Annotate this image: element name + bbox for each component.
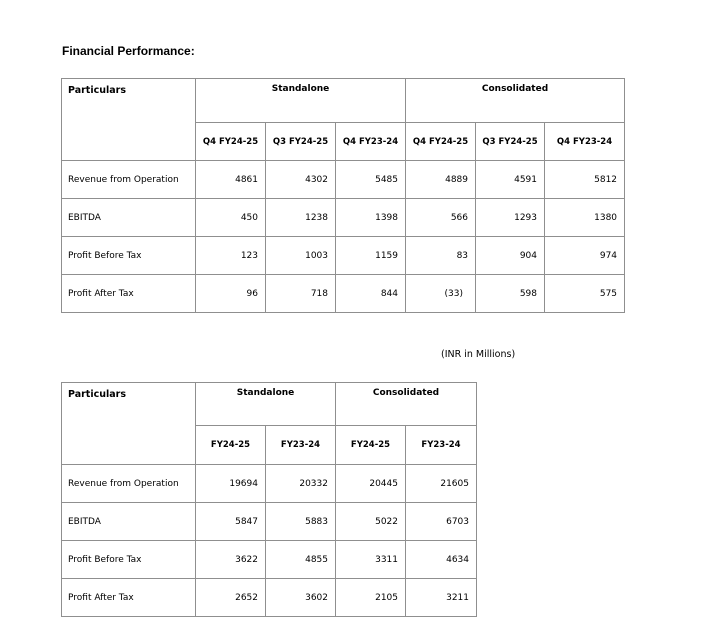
table-cell: 3622 [196, 541, 266, 579]
table-cell: 6703 [406, 503, 477, 541]
table-cell: 904 [476, 237, 545, 275]
column-header: Q3 FY24-25 [266, 123, 336, 161]
column-header: FY24-25 [336, 426, 406, 465]
table-row [62, 275, 625, 313]
table-cell: 5485 [336, 161, 406, 199]
row-label: EBITDA [62, 199, 196, 237]
table-cell: 1380 [545, 199, 625, 237]
table-row [62, 541, 477, 579]
table-cell: 1238 [266, 199, 336, 237]
table-cell: 19694 [196, 465, 266, 503]
table-cell: 1398 [336, 199, 406, 237]
table-cell: 4302 [266, 161, 336, 199]
table-cell: 3211 [406, 579, 477, 617]
group-header-consolidated: Consolidated [336, 383, 477, 426]
table-cell: 4591 [476, 161, 545, 199]
table-cell: 96 [196, 275, 266, 313]
table-cell: 3602 [266, 579, 336, 617]
table-cell: 1293 [476, 199, 545, 237]
table-row [62, 579, 477, 617]
table-cell: 2652 [196, 579, 266, 617]
quarterly-performance-table [61, 78, 625, 313]
row-label: Profit After Tax [62, 275, 196, 313]
column-header: Q4 FY24-25 [406, 123, 476, 161]
particulars-header: Particulars [62, 383, 196, 465]
annual-performance-table [61, 382, 477, 617]
table-cell: 5812 [545, 161, 625, 199]
table-cell: 450 [196, 199, 266, 237]
row-label: Revenue from Operation [62, 465, 196, 503]
column-header: FY24-25 [196, 426, 266, 465]
table-cell: (33) [406, 275, 476, 313]
units-note: (INR in Millions) [441, 349, 516, 360]
table-row [62, 503, 477, 541]
table-cell: 5847 [196, 503, 266, 541]
table-cell: 4855 [266, 541, 336, 579]
table-cell: 123 [196, 237, 266, 275]
table-cell: 5883 [266, 503, 336, 541]
table-row [62, 161, 625, 199]
row-label: EBITDA [62, 503, 196, 541]
column-header: Q4 FY23-24 [545, 123, 625, 161]
table-cell: 566 [406, 199, 476, 237]
column-header: Q3 FY24-25 [476, 123, 545, 161]
table-cell: 2105 [336, 579, 406, 617]
column-header: Q4 FY23-24 [336, 123, 406, 161]
table-row [62, 199, 625, 237]
table-cell: 5022 [336, 503, 406, 541]
table-cell: 4889 [406, 161, 476, 199]
table-cell: 4861 [196, 161, 266, 199]
row-label: Profit Before Tax [62, 237, 196, 275]
row-label: Profit After Tax [62, 579, 196, 617]
group-header-standalone: Standalone [196, 383, 336, 426]
table-cell: 83 [406, 237, 476, 275]
table-cell: 1003 [266, 237, 336, 275]
group-header-consolidated: Consolidated [406, 79, 625, 123]
row-label: Revenue from Operation [62, 161, 196, 199]
table-cell: 21605 [406, 465, 477, 503]
table-cell: 718 [266, 275, 336, 313]
column-header: FY23-24 [406, 426, 477, 465]
particulars-header: Particulars [62, 79, 196, 161]
page-heading: Financial Performance: [62, 44, 195, 58]
table-cell: 598 [476, 275, 545, 313]
table-cell: 974 [545, 237, 625, 275]
column-header: Q4 FY24-25 [196, 123, 266, 161]
table-row [62, 465, 477, 503]
table-cell: 844 [336, 275, 406, 313]
table-cell: 20332 [266, 465, 336, 503]
table-row [62, 237, 625, 275]
table-cell: 3311 [336, 541, 406, 579]
table-cell: 575 [545, 275, 625, 313]
table-cell: 4634 [406, 541, 477, 579]
table-cell: 1159 [336, 237, 406, 275]
group-header-standalone: Standalone [196, 79, 406, 123]
column-header: FY23-24 [266, 426, 336, 465]
table-cell: 20445 [336, 465, 406, 503]
row-label: Profit Before Tax [62, 541, 196, 579]
